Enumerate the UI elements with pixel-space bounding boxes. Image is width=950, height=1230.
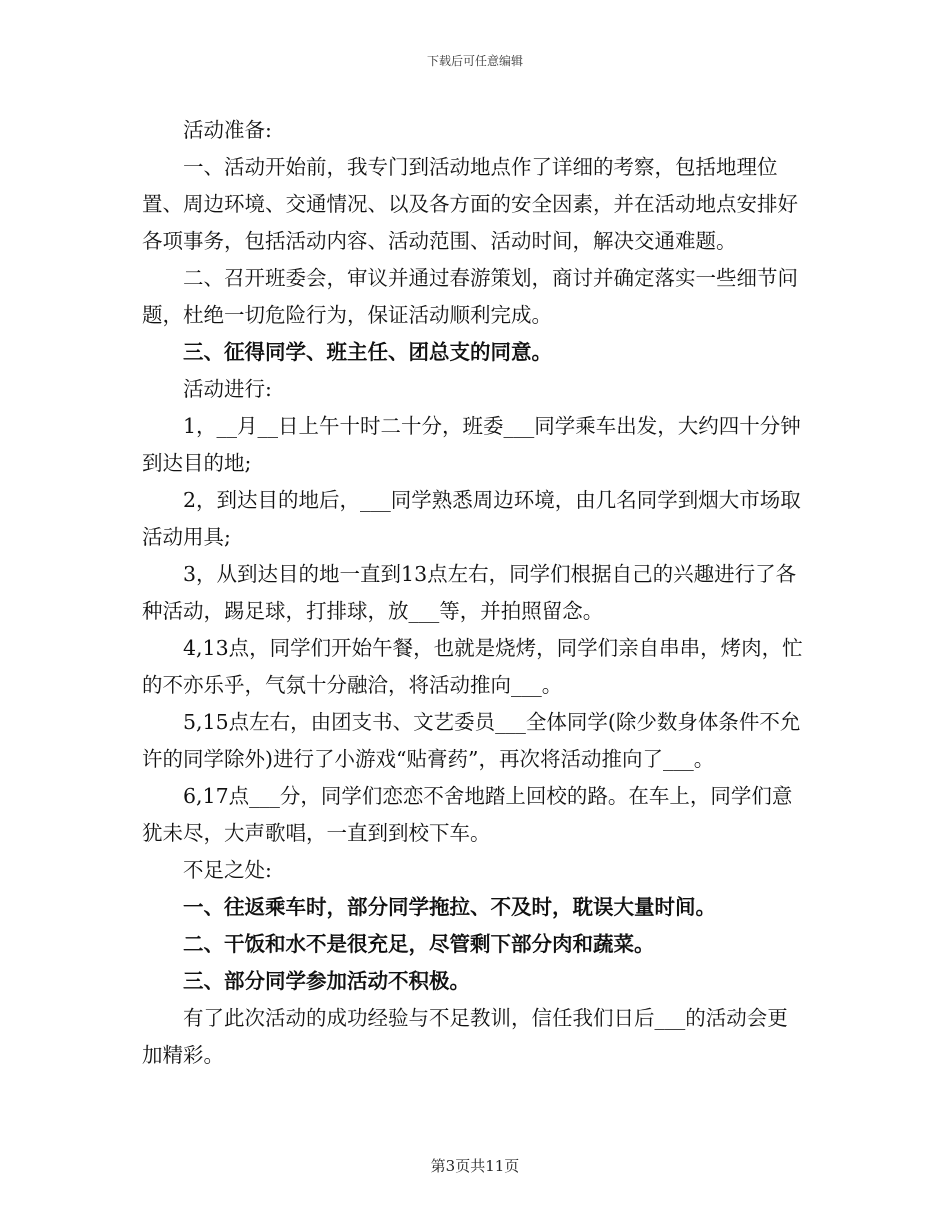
paragraph: 1，__月__日上午十时二十分，班委___同学乘车出发，大约四十分钟到达目的地; [142, 414, 801, 475]
paragraph: 5,15点左右，由团支书、文艺委员___全体同学(除少数身体条件不允许的同学除外)进行了小游戏“贴膏药”，再次将活动推向了___。 [142, 710, 801, 771]
paragraph: 有了此次活动的成功经验与不足教训，信任我们日后___的活动会更加精彩。 [142, 1006, 788, 1067]
paragraph: 4,13点，同学们开始午餐，也就是烧烤，同学们亲自串串，烤肉，忙的不亦乐乎，气氛十分融洽，将活动推向___。 [142, 636, 803, 697]
paragraph: 二、干饭和水不是很充足，尽管剩下部分肉和蔬菜。 [183, 932, 655, 956]
paragraph: 活动准备: [183, 118, 272, 142]
paragraph: 6,17点___分，同学们恋恋不舍地踏上回校的路。在车上，同学们意犹未尽，大声歌唱，一直到到校下车。 [142, 784, 793, 845]
paragraph: 三、部分同学参加活动不积极。 [183, 969, 470, 993]
paragraph: 不足之处: [183, 858, 272, 882]
paragraph: 一、活动开始前，我专门到活动地点作了详细的考察，包括地理位置、周边环境、交通情况、以及各方面的安全因素，并在活动地点安排好各项事务，包括活动内容、活动范围、活动时间，解决交通难题。 [142, 155, 798, 253]
paragraph: 2，到达目的地后，___同学熟悉周边环境，由几名同学到烟大市场取活动用具; [142, 488, 801, 549]
paragraph: 二、召开班委会，审议并通过春游策划，商讨并确定落实一些细节问题，杜绝一切危险行为，保证活动顺利完成。 [142, 266, 798, 327]
paragraph: 一、往返乘车时，部分同学拖拉、不及时，耽误大量时间。 [183, 895, 716, 919]
page-header: 下载后可任意编辑 [426, 54, 523, 68]
paragraph: 3，从到达目的地一直到13点左右，同学们根据自己的兴趣进行了各种活动，踢足球，打排球，放___等，并拍照留念。 [142, 562, 797, 623]
page-number: 第3页共11页 [430, 1157, 520, 1175]
paragraph: 三、征得同学、班主任、团总支的同意。 [183, 340, 552, 364]
document-body [142, 112, 807, 1074]
paragraph: 活动进行: [183, 377, 272, 401]
